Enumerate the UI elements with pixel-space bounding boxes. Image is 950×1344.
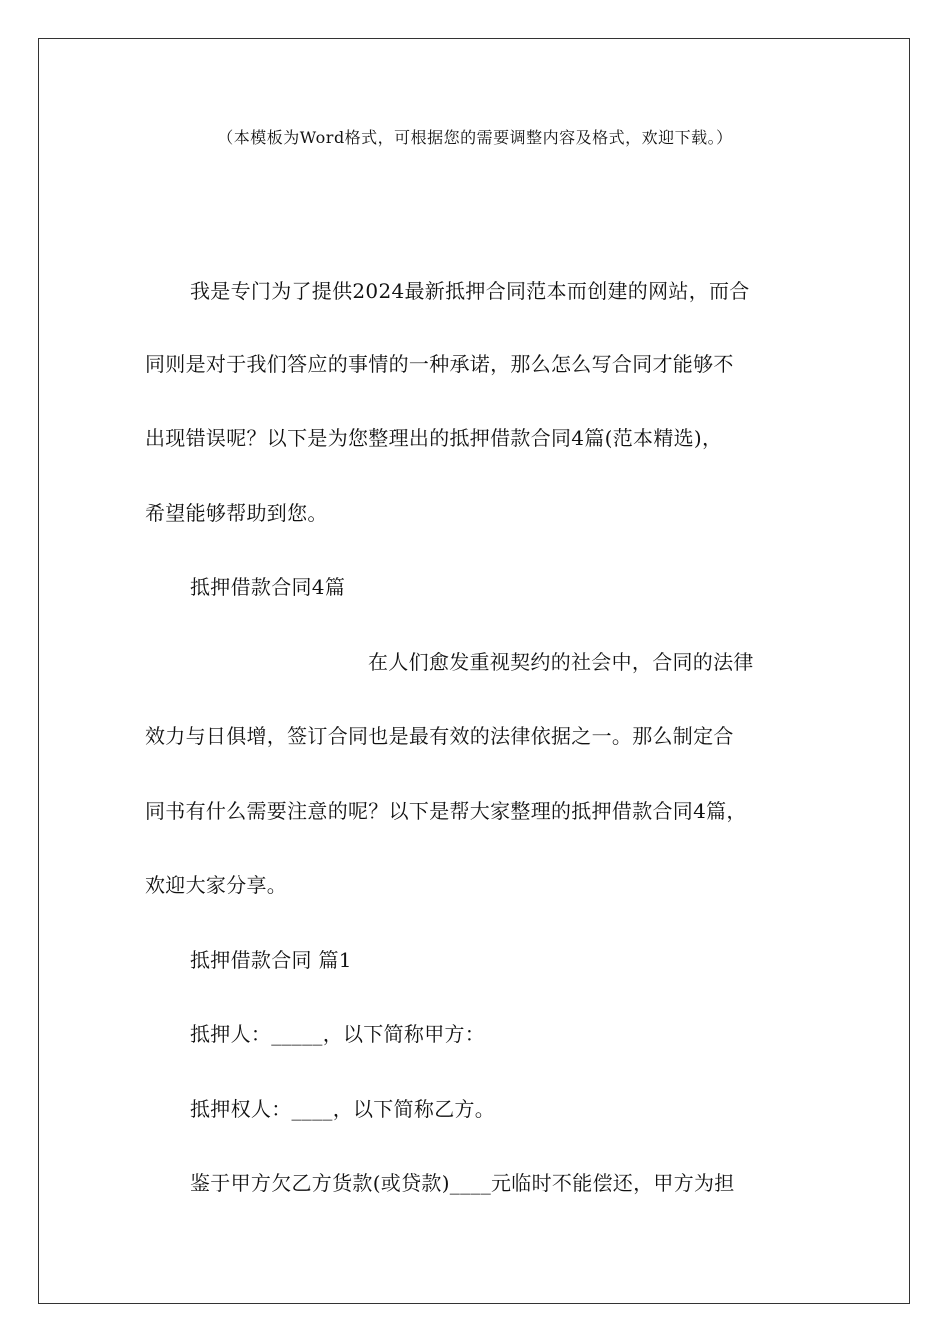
mortgagor-line: 抵押人：_____，以下简称甲方： [190, 1022, 486, 1046]
chapter-title: 抵押借款合同 篇1 [190, 948, 352, 972]
intro-line-2: 同则是对于我们答应的事情的一种承诺，那么怎么写合同才能够不 [145, 352, 734, 376]
template-note: （本模板为Word格式，可根据您的需要调整内容及格式，欢迎下载。） [217, 128, 733, 147]
section-title: 抵押借款合同4篇 [190, 575, 346, 599]
intro-line-4: 希望能够帮助到您。 [145, 501, 328, 525]
preface-line-1: 在人们愈发重视契约的社会中，合同的法律 [368, 650, 754, 674]
preface-line-2: 效力与日俱增，签订合同也是最有效的法律依据之一。那么制定合 [145, 724, 734, 748]
preface-line-3: 同书有什么需要注意的呢？以下是帮大家整理的抵押借款合同4篇， [145, 799, 747, 823]
preface-line-4: 欢迎大家分享。 [145, 873, 288, 897]
mortgagee-line: 抵押权人：____，以下简称乙方。 [190, 1097, 496, 1121]
recital-line: 鉴于甲方欠乙方货款(或贷款)____元临时不能偿还，甲方为担 [190, 1171, 735, 1195]
intro-line-3: 出现错误呢？以下是为您整理出的抵押借款合同4篇(范本精选)， [145, 426, 723, 450]
intro-line-1: 我是专门为了提供2024最新抵押合同范本而创建的网站，而合 [190, 279, 750, 303]
